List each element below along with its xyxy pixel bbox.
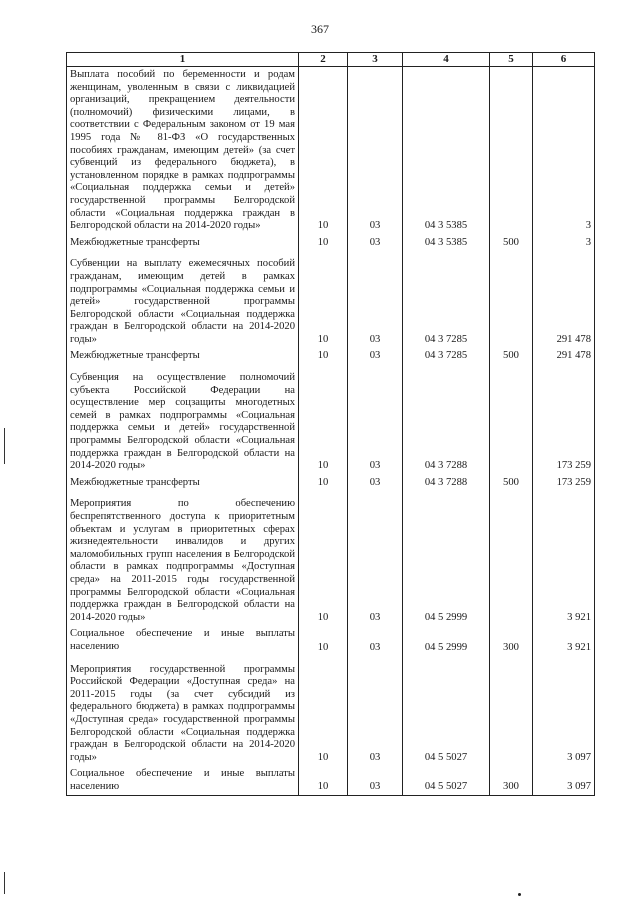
amount: 3 921 [533, 626, 595, 661]
section-code: 10 [299, 67, 348, 235]
column-header: 4 [403, 53, 490, 67]
amount: 3 097 [533, 662, 595, 767]
expense-type-code [490, 662, 533, 767]
section-code: 10 [299, 256, 348, 348]
subsection-code: 03 [348, 662, 403, 767]
target-article-code: 04 3 7288 [403, 475, 490, 497]
amount: 3 [533, 235, 595, 257]
target-article-code: 04 5 2999 [403, 496, 490, 626]
amount: 173 259 [533, 370, 595, 475]
expense-type-code: 500 [490, 348, 533, 370]
amount: 3 921 [533, 496, 595, 626]
section-code: 10 [299, 766, 348, 796]
amount: 291 478 [533, 256, 595, 348]
target-article-code: 04 5 2999 [403, 626, 490, 661]
expense-type-code: 300 [490, 766, 533, 796]
section-code: 10 [299, 370, 348, 475]
subsection-code: 03 [348, 475, 403, 497]
section-code: 10 [299, 235, 348, 257]
subsection-code: 03 [348, 67, 403, 235]
subsection-code: 03 [348, 496, 403, 626]
column-header: 1 [67, 53, 299, 67]
row-description: Мероприятия по обеспечению беспрепятственного доступа к приоритетным объектам и услугам в приоритетных сферах жизнедеятельности инвалидов и других маломобильных групп населения в Белгородской области в рамках подпрограммы «Доступная среда» на 2011-2015 годы государственной программы Белгородской области «Социальная поддержка граждан в Белгородской области на 2014-2020 годы» [67, 496, 299, 626]
row-description: Выплата пособий по беременности и родам женщинам, уволенным в связи с ликвидацией организаций, прекращением деятельности (полномочий) физическими лицами, в соответствии с Федеральным законом от 19 мая 1995 года № 81-ФЗ «О государственных пособиях гражданам, имеющим детей» (за счет субвенций из федерального бюджета), в установленном порядке в рамках подпрограммы «Социальная поддержка семьи и детей» государственной программы Белгородской области «Социальная поддержка граждан в Белгородской области на 2014-2020 годы» [67, 67, 299, 235]
table-header-row [67, 53, 595, 67]
subsection-code: 03 [348, 256, 403, 348]
target-article-code: 04 5 5027 [403, 766, 490, 796]
subsection-code: 03 [348, 370, 403, 475]
column-header: 6 [533, 53, 595, 67]
ink-dot [518, 893, 521, 896]
expense-type-code [490, 256, 533, 348]
target-article-code: 04 3 7285 [403, 348, 490, 370]
row-description: Субвенции на выплату ежемесячных пособий гражданам, имеющим детей в рамках подпрограммы «Социальная поддержка семьи и детей» государственной программы Белгородской области «Социальная поддержка граждан в Белгородской области на 2014-2020 годы» [67, 256, 299, 348]
row-description: Межбюджетные трансферты [67, 475, 299, 497]
amount: 3 097 [533, 766, 595, 796]
row-description: Социальное обеспечение и иные выплаты населению [67, 766, 299, 796]
margin-mark [4, 872, 5, 894]
subsection-code: 03 [348, 235, 403, 257]
table-row [67, 475, 595, 497]
amount: 3 [533, 67, 595, 235]
section-code: 10 [299, 348, 348, 370]
section-code: 10 [299, 662, 348, 767]
section-code: 10 [299, 496, 348, 626]
target-article-code: 04 3 5385 [403, 235, 490, 257]
expense-type-code [490, 370, 533, 475]
section-code: 10 [299, 475, 348, 497]
expense-type-code [490, 67, 533, 235]
amount: 291 478 [533, 348, 595, 370]
page-number: 367 [311, 22, 329, 36]
subsection-code: 03 [348, 348, 403, 370]
row-description: Мероприятия государственной программы Российской Федерации «Доступная среда» на 2011-2015 годы (за счет субсидий из федерального бюджета) в рамках подпрограммы «Доступная среда» государственной программы Белгородской области «Социальная поддержка граждан в Белгородской области на 2014-2020 годы» [67, 662, 299, 767]
row-description: Социальное обеспечение и иные выплаты населению [67, 626, 299, 661]
margin-mark [4, 428, 5, 464]
expense-type-code: 500 [490, 475, 533, 497]
amount: 173 259 [533, 475, 595, 497]
column-header: 2 [299, 53, 348, 67]
expense-type-code [490, 496, 533, 626]
table-row [67, 766, 595, 796]
target-article-code: 04 5 5027 [403, 662, 490, 767]
column-header: 5 [490, 53, 533, 67]
table-row [67, 662, 595, 767]
expense-type-code: 300 [490, 626, 533, 661]
target-article-code: 04 3 5385 [403, 67, 490, 235]
table-row [67, 348, 595, 370]
section-code: 10 [299, 626, 348, 661]
row-description: Межбюджетные трансферты [67, 235, 299, 257]
table-row [67, 67, 595, 235]
subsection-code: 03 [348, 766, 403, 796]
table-row [67, 235, 595, 257]
target-article-code: 04 3 7288 [403, 370, 490, 475]
subsection-code: 03 [348, 626, 403, 661]
row-description: Межбюджетные трансферты [67, 348, 299, 370]
expense-type-code: 500 [490, 235, 533, 257]
table-row [67, 626, 595, 661]
budget-table [66, 52, 595, 796]
table-row [67, 256, 595, 348]
target-article-code: 04 3 7285 [403, 256, 490, 348]
row-description: Субвенция на осуществление полномочий субъекта Российской Федерации на осуществление мер соцзащиты многодетных семей в рамках подпрограммы «Социальная поддержка семьи и детей» государственной программы Белгородской области «Социальная поддержка граждан в Белгородской области на 2014-2020 годы» [67, 370, 299, 475]
table-row [67, 496, 595, 626]
column-header: 3 [348, 53, 403, 67]
table-row [67, 370, 595, 475]
